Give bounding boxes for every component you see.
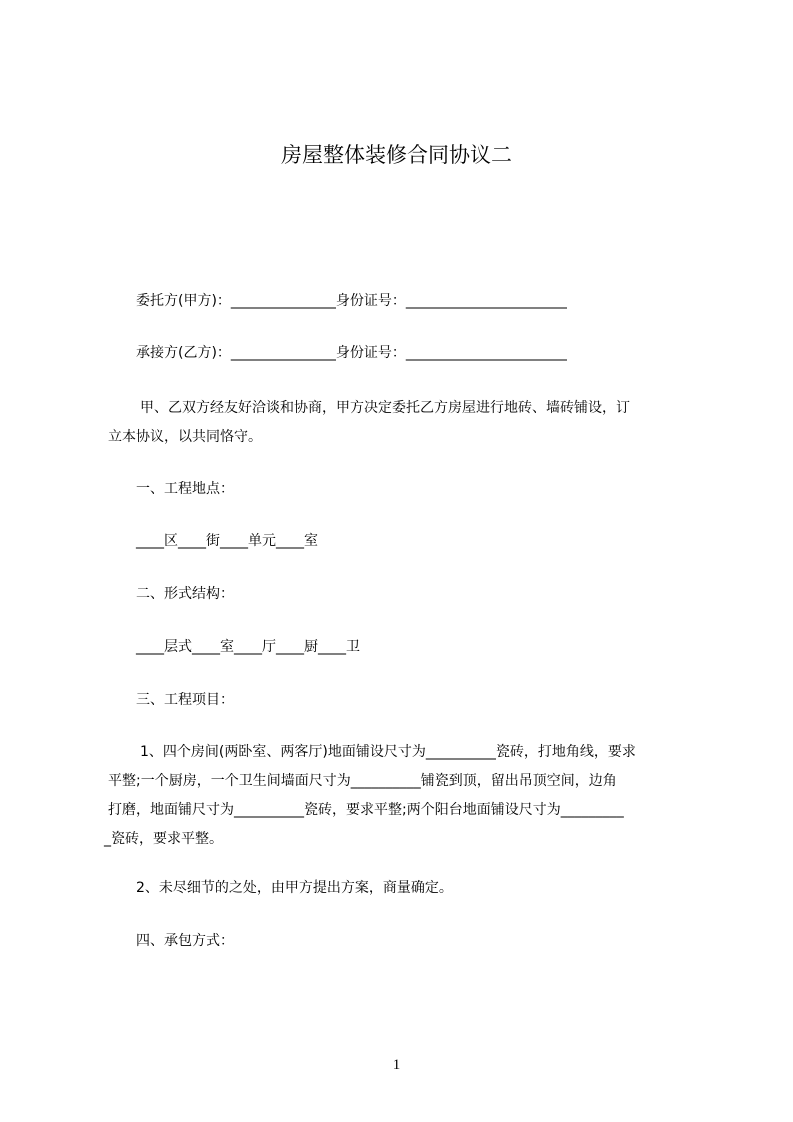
item-1-line-3: 打磨，地面铺尺寸为__________瓷砖，要求平整;两个阳台地面铺设尺寸为_________: [108, 802, 624, 818]
intro-paragraph: [108, 394, 630, 452]
intro-line-2: 立本协议，以共同恪守。: [108, 429, 262, 445]
section-1-heading: 一、工程地点：: [136, 481, 234, 497]
item-1-line-4: _瓷砖，要求平整。: [104, 831, 223, 847]
section-2-heading: 二、形式结构：: [136, 586, 234, 602]
section-3-heading: 三、工程项目：: [136, 692, 234, 708]
party-a-line: 委托方(甲方)：_______________身份证号：_______________________: [136, 293, 567, 309]
party-b-line: 承接方(乙方)：_______________身份证号：_______________________: [136, 345, 567, 361]
section-2-value: ____层式____室____厅____厨____卫: [136, 639, 360, 655]
section-1-value: ____区____街____单元____室: [136, 533, 318, 549]
item-1-line-2: 平整;一个厨房，一个卫生间墙面尺寸为__________铺瓷到顶，留出吊顶空间，边角: [108, 773, 617, 789]
section-4-heading: 四、承包方式：: [136, 933, 234, 949]
section-3-item-2: 2、未尽细节的之处，由甲方提出方案，商量确定。: [136, 880, 453, 896]
document-title: 房屋整体装修合同协议二: [281, 143, 512, 167]
page-number: 1: [392, 1057, 401, 1073]
section-3-item-1: [104, 738, 636, 854]
intro-line-1: 甲、乙双方经友好洽谈和协商，甲方决定委托乙方房屋进行地砖、墙砖铺设，订: [140, 400, 630, 416]
item-1-line-1: 1、四个房间(两卧室、两客厅)地面铺设尺寸为__________瓷砖，打地角线，要求: [140, 744, 636, 760]
